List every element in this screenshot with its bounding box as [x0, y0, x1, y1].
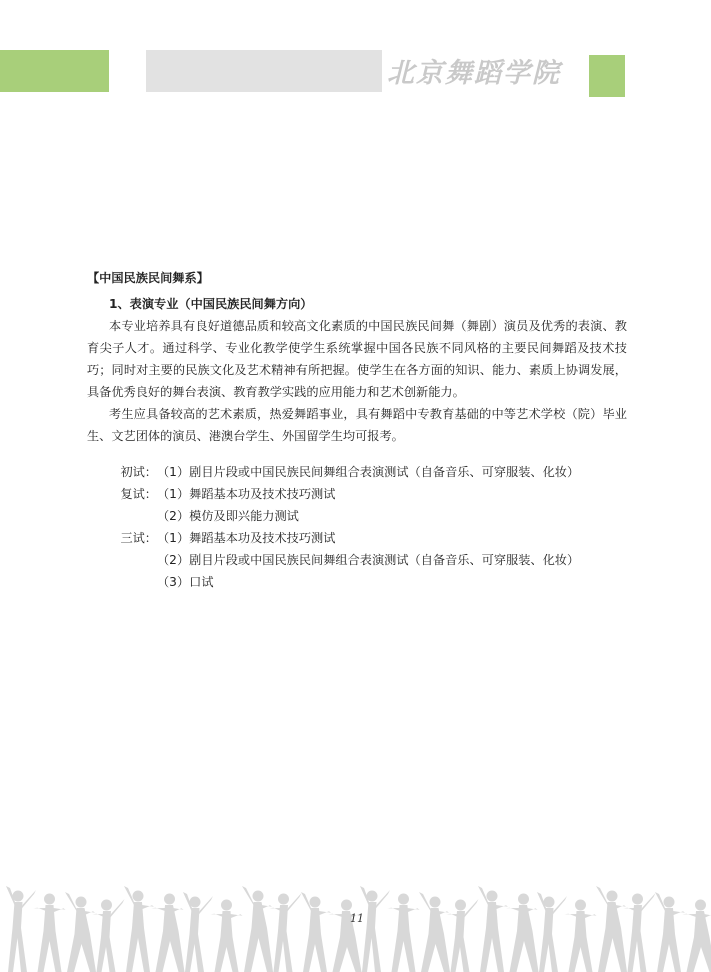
dancer-silhouette — [34, 894, 66, 972]
exam-label — [87, 505, 157, 527]
exam-row — [87, 527, 627, 549]
dancer-silhouette — [183, 892, 213, 972]
dancer-silhouette — [6, 886, 36, 972]
dancer-silhouette — [124, 886, 154, 972]
exam-item: （2）剧目片段或中国民族民间舞组合表演测试（自备音乐、可穿服装、化妆） — [157, 553, 580, 567]
exam-row — [87, 549, 627, 571]
dancer-silhouette — [270, 893, 302, 972]
dancer-silhouette — [242, 886, 273, 972]
exam-label: 复试： — [120, 487, 157, 501]
exam-row — [87, 461, 627, 483]
exam-row — [87, 505, 627, 527]
exam-row — [87, 571, 627, 593]
exam-item: （2）模仿及即兴能力测试 — [157, 509, 299, 523]
exam-row — [87, 483, 627, 505]
exam-item: （1）舞蹈基本功及技术技巧测试 — [157, 531, 336, 545]
page-number: 11 — [350, 912, 364, 925]
dancer-silhouette — [683, 900, 711, 972]
dancer-silhouette — [329, 900, 362, 972]
intro-paragraph: 本专业培养具有良好道德品质和较高文化素质的中国民族民间舞（舞剧）演员及优秀的表演、教育尖子人才。通过科学、专业化教学使学生系统掌握中国各民族不同风格的主要民间舞蹈及技术技巧；同时对主要的民族文化及艺术精神有所把握。使学生在各方面的知识、能力、素质上协调发展，具备优秀良好的舞台表演、教育教学实践的应用能力和艺术创新能力。 — [87, 319, 627, 399]
exam-label: 初试： — [120, 465, 157, 479]
header-accent-left — [0, 50, 109, 92]
header-accent-right — [589, 55, 625, 97]
sub-heading: 1、表演专业（中国民族民间舞方向） — [109, 297, 313, 311]
exam-item: （1）剧目片段或中国民族民间舞组合表演测试（自备音乐、可穿服装、化妆） — [157, 465, 580, 479]
eligibility-paragraph: 考生应具备较高的艺术素质，热爱舞蹈事业，具有舞蹈中专教育基础的中等艺术学校（院）毕业生、文艺团体的演员、港澳台学生、外国留学生均可报考。 — [87, 407, 627, 443]
dancer-silhouette — [388, 894, 420, 972]
dancer-silhouette — [447, 899, 479, 972]
dancer-silhouette — [360, 886, 390, 972]
dancer-silhouette — [478, 886, 508, 972]
exam-item: （1）舞蹈基本功及技术技巧测试 — [157, 487, 336, 501]
dancer-silhouette — [565, 900, 597, 972]
exam-label — [87, 549, 157, 571]
dancer-silhouette — [655, 892, 685, 972]
exam-item: （3）口试 — [157, 575, 214, 589]
exam-label: 三试： — [120, 531, 157, 545]
header-title: 北京舞蹈学院 — [387, 58, 561, 89]
document-body — [87, 267, 627, 593]
dancer-silhouette — [596, 886, 627, 972]
dancer-silhouette — [65, 892, 96, 972]
dancer-silhouette — [624, 893, 656, 972]
dancer-silhouette — [419, 892, 450, 972]
dancer-silhouette — [537, 892, 567, 972]
dancer-silhouette — [301, 892, 331, 972]
header-bar — [146, 50, 382, 92]
dancer-silhouette — [211, 900, 243, 972]
dancer-silhouette — [152, 894, 185, 972]
dancer-silhouette — [93, 899, 125, 972]
section-heading: 【中国民族民间舞系】 — [87, 271, 209, 285]
exam-label — [87, 571, 157, 593]
dancer-silhouette — [506, 894, 539, 972]
